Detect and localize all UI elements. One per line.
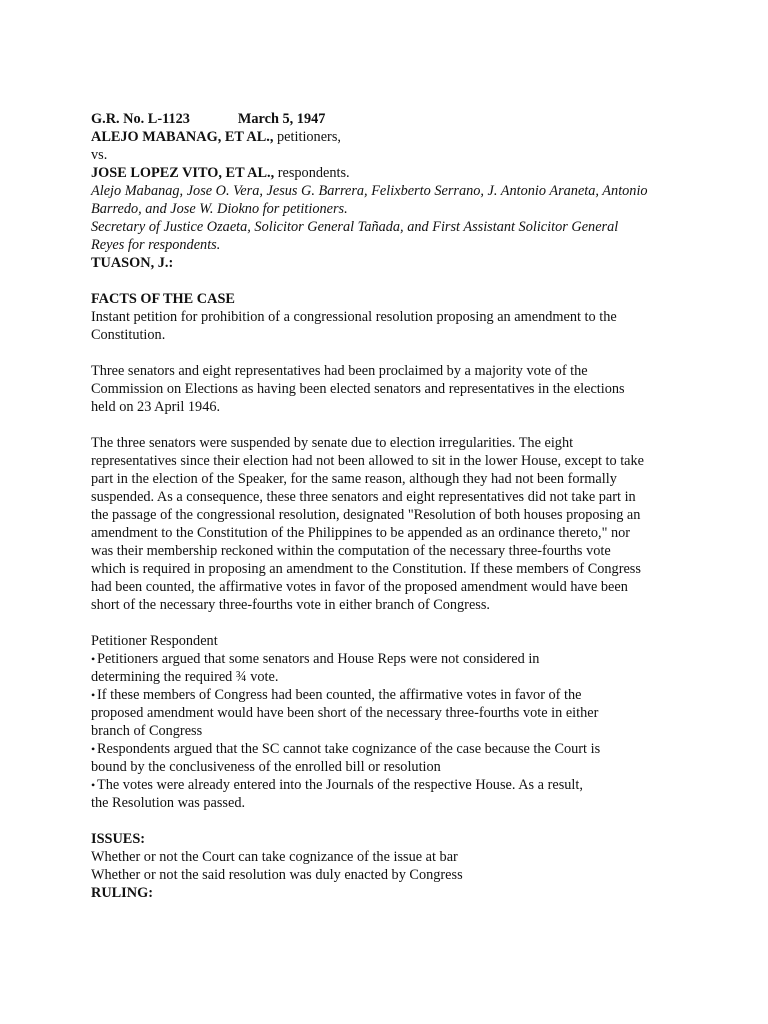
- facts-paragraph-3-line: had been counted, the affirmative votes in favor of the proposed amendment would have been: [91, 579, 628, 595]
- bullet-glyph: •: [91, 742, 96, 756]
- case-number: G.R. No. L-1123: [91, 111, 190, 127]
- facts-paragraph-3-line: part in the election of the Speaker, for the same reason, although they had not been formally: [91, 471, 617, 487]
- counsel-respondents-line-2: Reyes for respondents.: [91, 237, 221, 253]
- facts-paragraph-3-line: amendment to the Constitution of the Philippines to be appended as an ordinance thereto," nor: [91, 525, 631, 541]
- bullet-text: The votes were already entered into the Journals of the respective House. As a result,: [97, 777, 583, 793]
- facts-paragraph-3-line: was their membership reckoned within the computation of the necessary three-fourths vote: [91, 543, 611, 559]
- facts-paragraph-1-line: Instant petition for prohibition of a congressional resolution proposing an amendment to the: [91, 309, 617, 325]
- facts-paragraph-2-line: Three senators and eight representatives had been proclaimed by a majority vote of the: [91, 363, 588, 379]
- arguments-heading: Petitioner Respondent: [91, 633, 218, 649]
- facts-paragraph-2-line: held on 23 April 1946.: [91, 399, 221, 415]
- case-header-line: [91, 110, 677, 128]
- respondents-name: JOSE LOPEZ VITO, ET AL.,: [91, 165, 275, 181]
- bullet-text: bound by the conclusiveness of the enrolled bill or resolution: [91, 759, 441, 775]
- issue-item-2: Whether or not the said resolution was duly enacted by Congress: [91, 867, 463, 883]
- decision-date: March 5, 1947: [237, 111, 326, 127]
- respondents-line: [91, 164, 677, 182]
- issue-item-1: Whether or not the Court can take cognizance of the issue at bar: [91, 849, 458, 865]
- bullet-text: Respondents argued that the SC cannot take cognizance of the case because the Court is: [97, 741, 601, 757]
- facts-heading: FACTS OF THE CASE: [91, 291, 235, 307]
- facts-paragraph-2-line: Commission on Elections as having been elected senators and representatives in the elections: [91, 381, 625, 397]
- bullet-text: the Resolution was passed.: [91, 795, 246, 811]
- bullet-text: proposed amendment would have been short of the necessary three-fourths vote in either: [91, 705, 599, 721]
- facts-paragraph-3-line: suspended. As a consequence, these three senators and eight representatives did not take part in: [91, 489, 636, 505]
- petitioners-name: ALEJO MABANAG, ET AL.,: [91, 129, 274, 145]
- counsel-petitioners-line-2: Barredo, and Jose W. Diokno for petitioners.: [91, 201, 348, 217]
- petitioners-line: [91, 128, 677, 146]
- facts-paragraph-3-line: The three senators were suspended by senate due to election irregularities. The eight: [91, 435, 574, 451]
- counsel-petitioners-line-1: Alejo Mabanag, Jose O. Vera, Jesus G. Barrera, Felixberto Serrano, J. Antonio Araneta, Antonio: [91, 183, 648, 199]
- respondents-role: respondents.: [274, 165, 350, 181]
- bullet-text: If these members of Congress had been counted, the affirmative votes in favor of the: [97, 687, 582, 703]
- document-page: [91, 110, 677, 902]
- bullet-glyph: •: [91, 688, 96, 702]
- facts-paragraph-1-line: Constitution.: [91, 327, 166, 343]
- bullet-text: Petitioners argued that some senators and House Reps were not considered in: [97, 651, 540, 667]
- petitioners-role: petitioners,: [273, 129, 341, 145]
- bullet-text: determining the required ¾ vote.: [91, 669, 279, 685]
- argument-bullet-3: [91, 740, 669, 776]
- argument-bullet-2: [91, 686, 669, 740]
- facts-paragraph-3-line: the passage of the congressional resolution, designated "Resolution of both houses proposing an: [91, 507, 641, 523]
- bullet-text: branch of Congress: [91, 723, 203, 739]
- facts-paragraph-3-line: representatives since their election had not been allowed to sit in the lower House, except to take: [91, 453, 645, 469]
- versus-line: vs.: [91, 147, 108, 163]
- bullet-glyph: •: [91, 652, 96, 666]
- facts-paragraph-3-line: which is required in proposing an amendment to the Constitution. If these members of Congress: [91, 561, 641, 577]
- counsel-respondents-line-1: Secretary of Justice Ozaeta, Solicitor General Tañada, and First Assistant Solicitor General: [91, 219, 619, 235]
- ponente: TUASON, J.:: [91, 255, 174, 271]
- facts-paragraph-3-line: short of the necessary three-fourths vote in either branch of Congress.: [91, 597, 490, 613]
- bullet-glyph: •: [91, 778, 96, 792]
- argument-bullet-1: [91, 650, 669, 686]
- argument-bullet-4: [91, 776, 669, 812]
- ruling-heading: RULING:: [91, 885, 153, 901]
- issues-heading: ISSUES:: [91, 831, 146, 847]
